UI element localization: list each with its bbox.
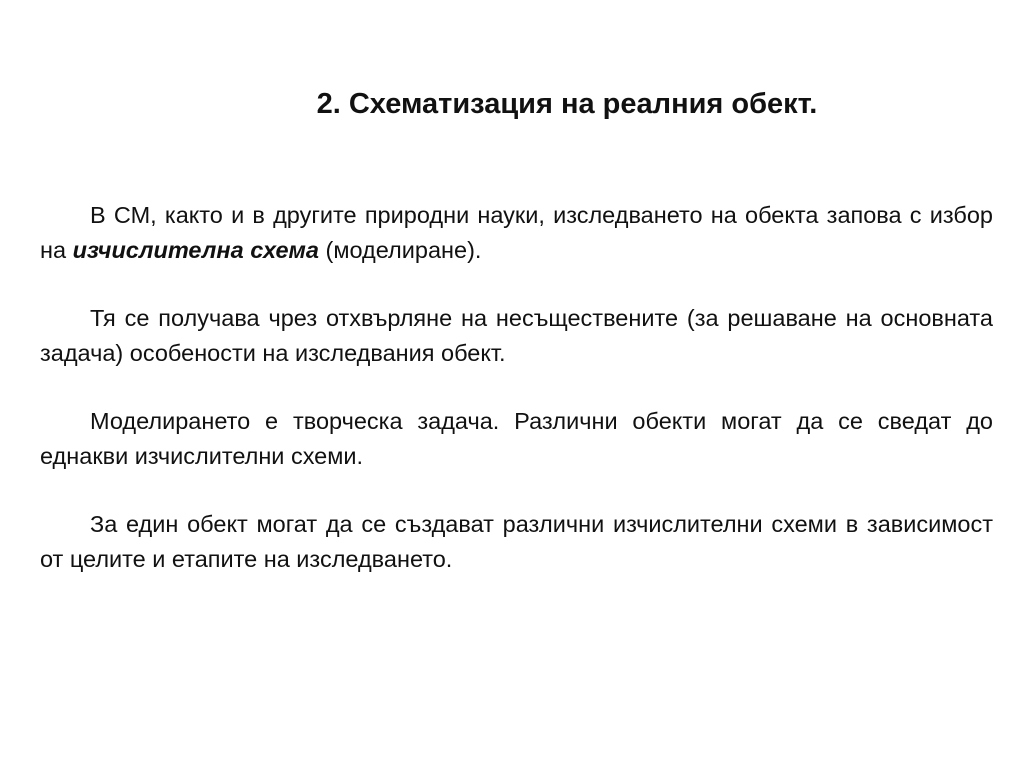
paragraph-1-after: (моделиране). (318, 237, 482, 263)
paragraph-3: Моделирането е творческа задача. Различни обекти могат да се сведат до еднакви изчислителни схеми. (40, 408, 993, 469)
slide-body (40, 198, 993, 610)
paragraph-1-emphasis: изчислителна схема (72, 237, 319, 263)
paragraph-1 (40, 198, 993, 268)
paragraph-4: За един обект могат да се създават различни изчислителни схеми в зависимост от целите и етапите на изследването. (40, 511, 993, 572)
paragraph-2: Тя се получава чрез отхвърляне на несъществените (за решаване на основната задача) особености на изследвания обект. (40, 305, 993, 366)
paragraph-1-before: В СМ, както и в другите природни науки, изследването на обекта запова с избор на (40, 202, 993, 263)
slide-title: 2. Схематизация на реалния обект. (316, 88, 818, 120)
